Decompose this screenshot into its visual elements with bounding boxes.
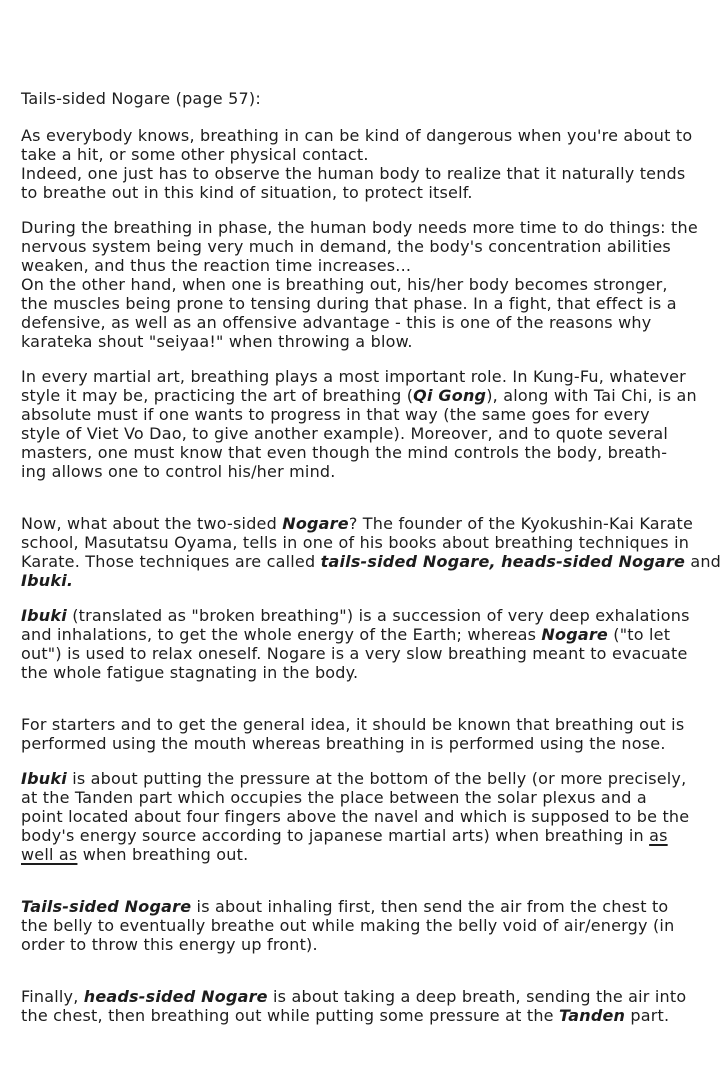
- document-body: [21, 126, 722, 1025]
- text-line: style it may be, practicing the art of breathing (Qi Gong), along with Tai Chi, is an: [21, 386, 697, 405]
- text-line: point located about four fingers above the navel and which is supposed to be the: [21, 807, 690, 826]
- text-line: weaken, and thus the reaction time increases...: [21, 256, 412, 275]
- text-line: nervous system being very much in demand, the body's concentration abilities: [21, 237, 671, 256]
- text-line: the belly to eventually breathe out while making the belly void of air/energy (in: [21, 916, 675, 935]
- paragraph: [21, 897, 710, 954]
- text-line: Ibuki is about putting the pressure at the bottom of the belly (or more precisely,: [21, 769, 687, 788]
- text-line: Ibuki.: [21, 571, 74, 590]
- paragraph: [21, 987, 710, 1025]
- text-line: Karate. Those techniques are called tails-sided Nogare, heads-sided Nogare and: [21, 552, 722, 571]
- text-line: defensive, as well as an offensive advantage - this is one of the reasons why: [21, 313, 652, 332]
- text-line: style of Viet Vo Dao, to give another example). Moreover, and to quote several: [21, 424, 669, 443]
- text-line: take a hit, or some other physical contact.: [21, 145, 369, 164]
- text-line: performed using the mouth whereas breathing in is performed using the nose.: [21, 734, 666, 753]
- text-line: absolute must if one wants to progress in that way (the same goes for every: [21, 405, 650, 424]
- text-line: For starters and to get the general idea, it should be known that breathing out is: [21, 715, 685, 734]
- text-line: During the breathing in phase, the human body needs more time to do things: the: [21, 218, 698, 237]
- text-line: masters, one must know that even though the mind controls the body, breath-: [21, 443, 668, 462]
- text-line: the chest, then breathing out while putting some pressure at the Tanden part.: [21, 1006, 670, 1025]
- text-line: Tails-sided Nogare is about inhaling first, then send the air from the chest to: [21, 897, 669, 916]
- text-line: and inhalations, to get the whole energy of the Earth; whereas Nogare ("to let: [21, 625, 671, 644]
- paragraph: [21, 769, 710, 864]
- text-line: Now, what about the two-sided Nogare? The founder of the Kyokushin-Kai Karate: [21, 514, 694, 533]
- paragraph: [21, 514, 722, 590]
- text-line: karateka shout "seiyaa!" when throwing a blow.: [21, 332, 413, 351]
- paragraph: [21, 218, 710, 351]
- text-line: Indeed, one just has to observe the human body to realize that it naturally tends: [21, 164, 686, 183]
- text-line: order to throw this energy up front).: [21, 935, 318, 954]
- page-title: Tails-sided Nogare (page 57):: [21, 89, 261, 108]
- paragraph: [21, 606, 710, 682]
- text-line: On the other hand, when one is breathing out, his/her body becomes stronger,: [21, 275, 668, 294]
- text-line: to breathe out in this kind of situation, to protect itself.: [21, 183, 473, 202]
- text-line: As everybody knows, breathing in can be kind of dangerous when you're about to: [21, 126, 693, 145]
- text-line: at the Tanden part which occupies the place between the solar plexus and a: [21, 788, 647, 807]
- text-line: well as when breathing out.: [21, 845, 249, 864]
- text-line: the whole fatigue stagnating in the body.: [21, 663, 359, 682]
- paragraph: [21, 367, 710, 481]
- text-line: out") is used to relax oneself. Nogare is a very slow breathing meant to evacuate: [21, 644, 688, 663]
- text-line: the muscles being prone to tensing during that phase. In a fight, that effect is a: [21, 294, 677, 313]
- text-line: ing allows one to control his/her mind.: [21, 462, 336, 481]
- paragraph: [21, 715, 710, 753]
- text-line: school, Masutatsu Oyama, tells in one of his books about breathing techniques in: [21, 533, 690, 552]
- paragraph: [21, 126, 710, 202]
- text-line: Finally, heads-sided Nogare is about taking a deep breath, sending the air into: [21, 987, 687, 1006]
- text-line: Ibuki (translated as "broken breathing") is a succession of very deep exhalations: [21, 606, 690, 625]
- text-line: In every martial art, breathing plays a most important role. In Kung-Fu, whatever: [21, 367, 686, 386]
- text-line: body's energy source according to japanese martial arts) when breathing in as: [21, 826, 668, 845]
